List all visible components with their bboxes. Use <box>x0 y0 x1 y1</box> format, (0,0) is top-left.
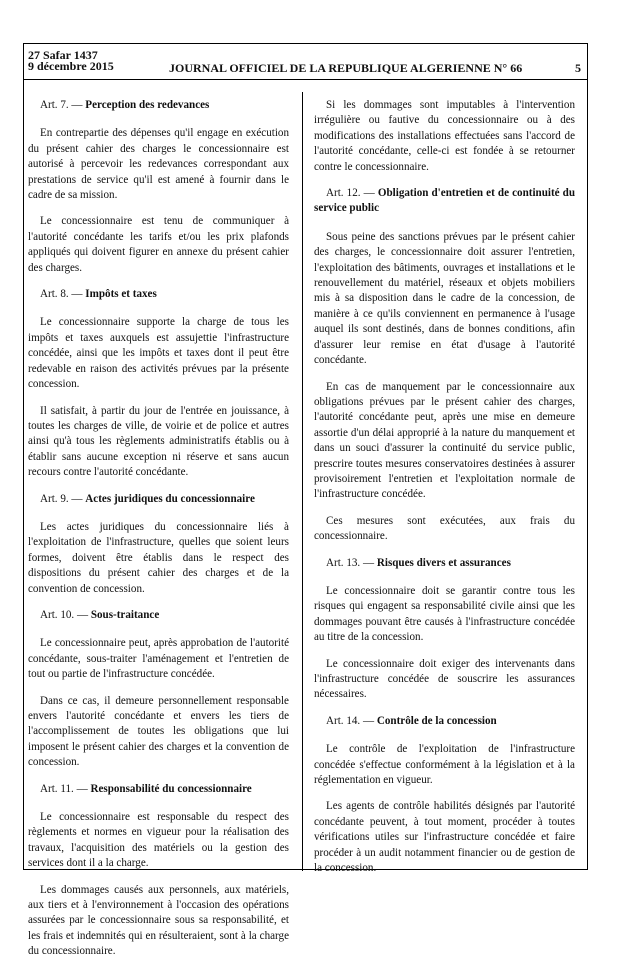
paragraph: Les actes juridiques du concessionnaire liés à l'exploitation de l'infrastructure, quelles que soient leurs formes, doivent être établis dans le respect des dispositions du présent cahier des charges et de la convention de concession. <box>28 520 289 595</box>
article-title: Responsabilité du concessionnaire <box>90 782 252 795</box>
left-column <box>28 98 289 971</box>
column-divider <box>302 92 303 871</box>
article-heading <box>314 186 575 217</box>
article-title: Sous-traitance <box>90 608 160 621</box>
article-number: Art. 11. — <box>40 782 91 795</box>
paragraph: Ces mesures sont exécutées, aux frais du concessionnaire. <box>314 514 575 543</box>
paragraph: Le contrôle de l'exploitation de l'infrastructure concédée s'effectue conformément à la législation et à la réglementation en vigueur. <box>314 743 575 787</box>
article-heading <box>314 556 575 571</box>
article-heading <box>28 98 289 113</box>
article-heading <box>28 287 289 302</box>
article-heading <box>28 782 289 797</box>
article-number: Art. 9. — <box>40 492 86 505</box>
date-gregorian: 9 décembre 2015 <box>28 59 114 73</box>
paragraph: Si les dommages sont imputables à l'intervention irrégulière ou fautive du concessionnaire ou à des modifications des installations effectuées sans l'accord de l'autorité concédante, celle-ci est fondée à se retourner contre le concessionnaire. <box>314 99 575 173</box>
paragraph: Le concessionnaire doit se garantir contre tous les risques qui engagent sa responsabilité civile ainsi que les dommages pouvant être causés à l'infrastructure concédée au titre de la concession. <box>314 584 575 644</box>
article-number: Art. 14. — <box>326 714 377 727</box>
article-title: Obligation d'entretien et de continuité du service public <box>314 187 576 215</box>
article-heading <box>28 492 289 507</box>
journal-page <box>23 43 588 958</box>
paragraph: Dans ce cas, il demeure personnellement responsable envers l'autorité concédante et envers les tiers de l'accomplissement de toutes les obligations que lui imposent le présent cahier des charges et la convention de concession. <box>28 694 289 769</box>
journal-title: JOURNAL OFFICIEL DE LA REPUBLIQUE ALGERIENNE N° 66 <box>169 61 523 75</box>
paragraph: Les agents de contrôle habilités désignés par l'autorité concédante peuvent, à tout moment, procéder à toutes vérifications utiles sur l'infrastructure concédée et faire procéder à un audit notamment financier ou de gestion de la concession. <box>314 800 575 875</box>
header-dates <box>28 50 114 72</box>
article-title: Contrôle de la concession <box>376 714 497 727</box>
article-number: Art. 8. — <box>40 288 86 301</box>
paragraph: En cas de manquement par le concessionnaire aux obligations prévues par le présent cahier des charges, l'autorité concédante peut, après une mise en demeure assortie d'un délai approprié à la nature du manquement et dans un souci d'assurer la continuité du service public, prescrire toutes mesures conservatoires destinées à assurer provisoirement l'entretien et l'exploitation normale de l'infrastructure concédée. <box>314 380 575 501</box>
paragraph: Le concessionnaire peut, après approbation de l'autorité concédante, sous-traiter l'aménagement et l'entretien de tout ou partie de l'infrastructure concédée. <box>28 637 289 681</box>
article-title: Actes juridiques du concessionnaire <box>85 492 255 505</box>
article-heading <box>28 608 289 623</box>
article-number: Art. 7. — <box>40 99 86 111</box>
paragraph: Sous peine des sanctions prévues par le présent cahier des charges, le concessionnaire doit assurer l'entretien, l'exploitation des bâtiments, ouvrages et installations et le renouvellement du matériel, réseaux et objets mobiliers mis à sa disposition dans le cadre de la concession, de manière à ce qu'ils conviennent en permanence à l'usage auquel ils sont destinés, dans de bonnes conditions, afin d'assurer leur remise en état d'usage à l'autorité concédante. <box>314 230 575 367</box>
page-number: 5 <box>575 61 581 75</box>
paragraph: Il satisfait, à partir du jour de l'entrée en jouissance, à toutes les charges de ville, de voirie et de police et autres ainsi qu'à tous les règlements administratifs établis ou à établir sans aucune exception ni réserve et sans aucun recours contre l'autorité concédante. <box>28 404 289 479</box>
right-column <box>314 98 575 887</box>
article-title: Risques divers et assurances <box>376 556 511 569</box>
paragraph: Le concessionnaire supporte la charge de tous les impôts et taxes auxquels est assujettie l'infrastructure concédée, ainsi que les impôts et taxes dont il peut être redevable en raison des activités prévues par la présente concession. <box>28 316 289 391</box>
article-number: Art. 10. — <box>40 608 91 621</box>
paragraph: Le concessionnaire doit exiger des intervenants dans l'infrastructure concédée de souscrire les assurances nécessaires. <box>314 657 575 701</box>
article-number: Art. 12. — <box>326 187 378 200</box>
article-number: Art. 13. — <box>326 556 377 569</box>
article-title: Perception des redevances <box>85 99 210 111</box>
article-heading <box>314 714 575 729</box>
paragraph: Les dommages causés aux personnels, aux matériels, aux tiers et à l'environnement à l'occasion des opérations assurées par le concessionnaire sous sa responsabilité, et les frais et indemnités qui en résulteraient, sont à la charge du concessionnaire. <box>28 883 289 958</box>
page-header <box>24 44 587 80</box>
paragraph: Le concessionnaire est tenu de communiquer à l'autorité concédante les tarifs et/ou les prix plafonds appliqués qui doivent figurer en annexe du présent cahier des charges. <box>28 215 289 274</box>
paragraph: Le concessionnaire est responsable du respect des règlements et normes en vigueur pour la réalisation des travaux, l'acquisition des matériels ou la gestion des services dont il a la charge. <box>28 811 289 870</box>
paragraph: En contrepartie des dépenses qu'il engage en exécution du présent cahier des charges le concessionnaire est autorisé à percevoir les redevances correspondant aux prestations de service qu'il est amené à fournir dans le cadre de sa mission. <box>28 127 289 202</box>
article-title: Impôts et taxes <box>85 288 157 301</box>
date-hijri: 27 Safar 1437 <box>28 48 98 62</box>
